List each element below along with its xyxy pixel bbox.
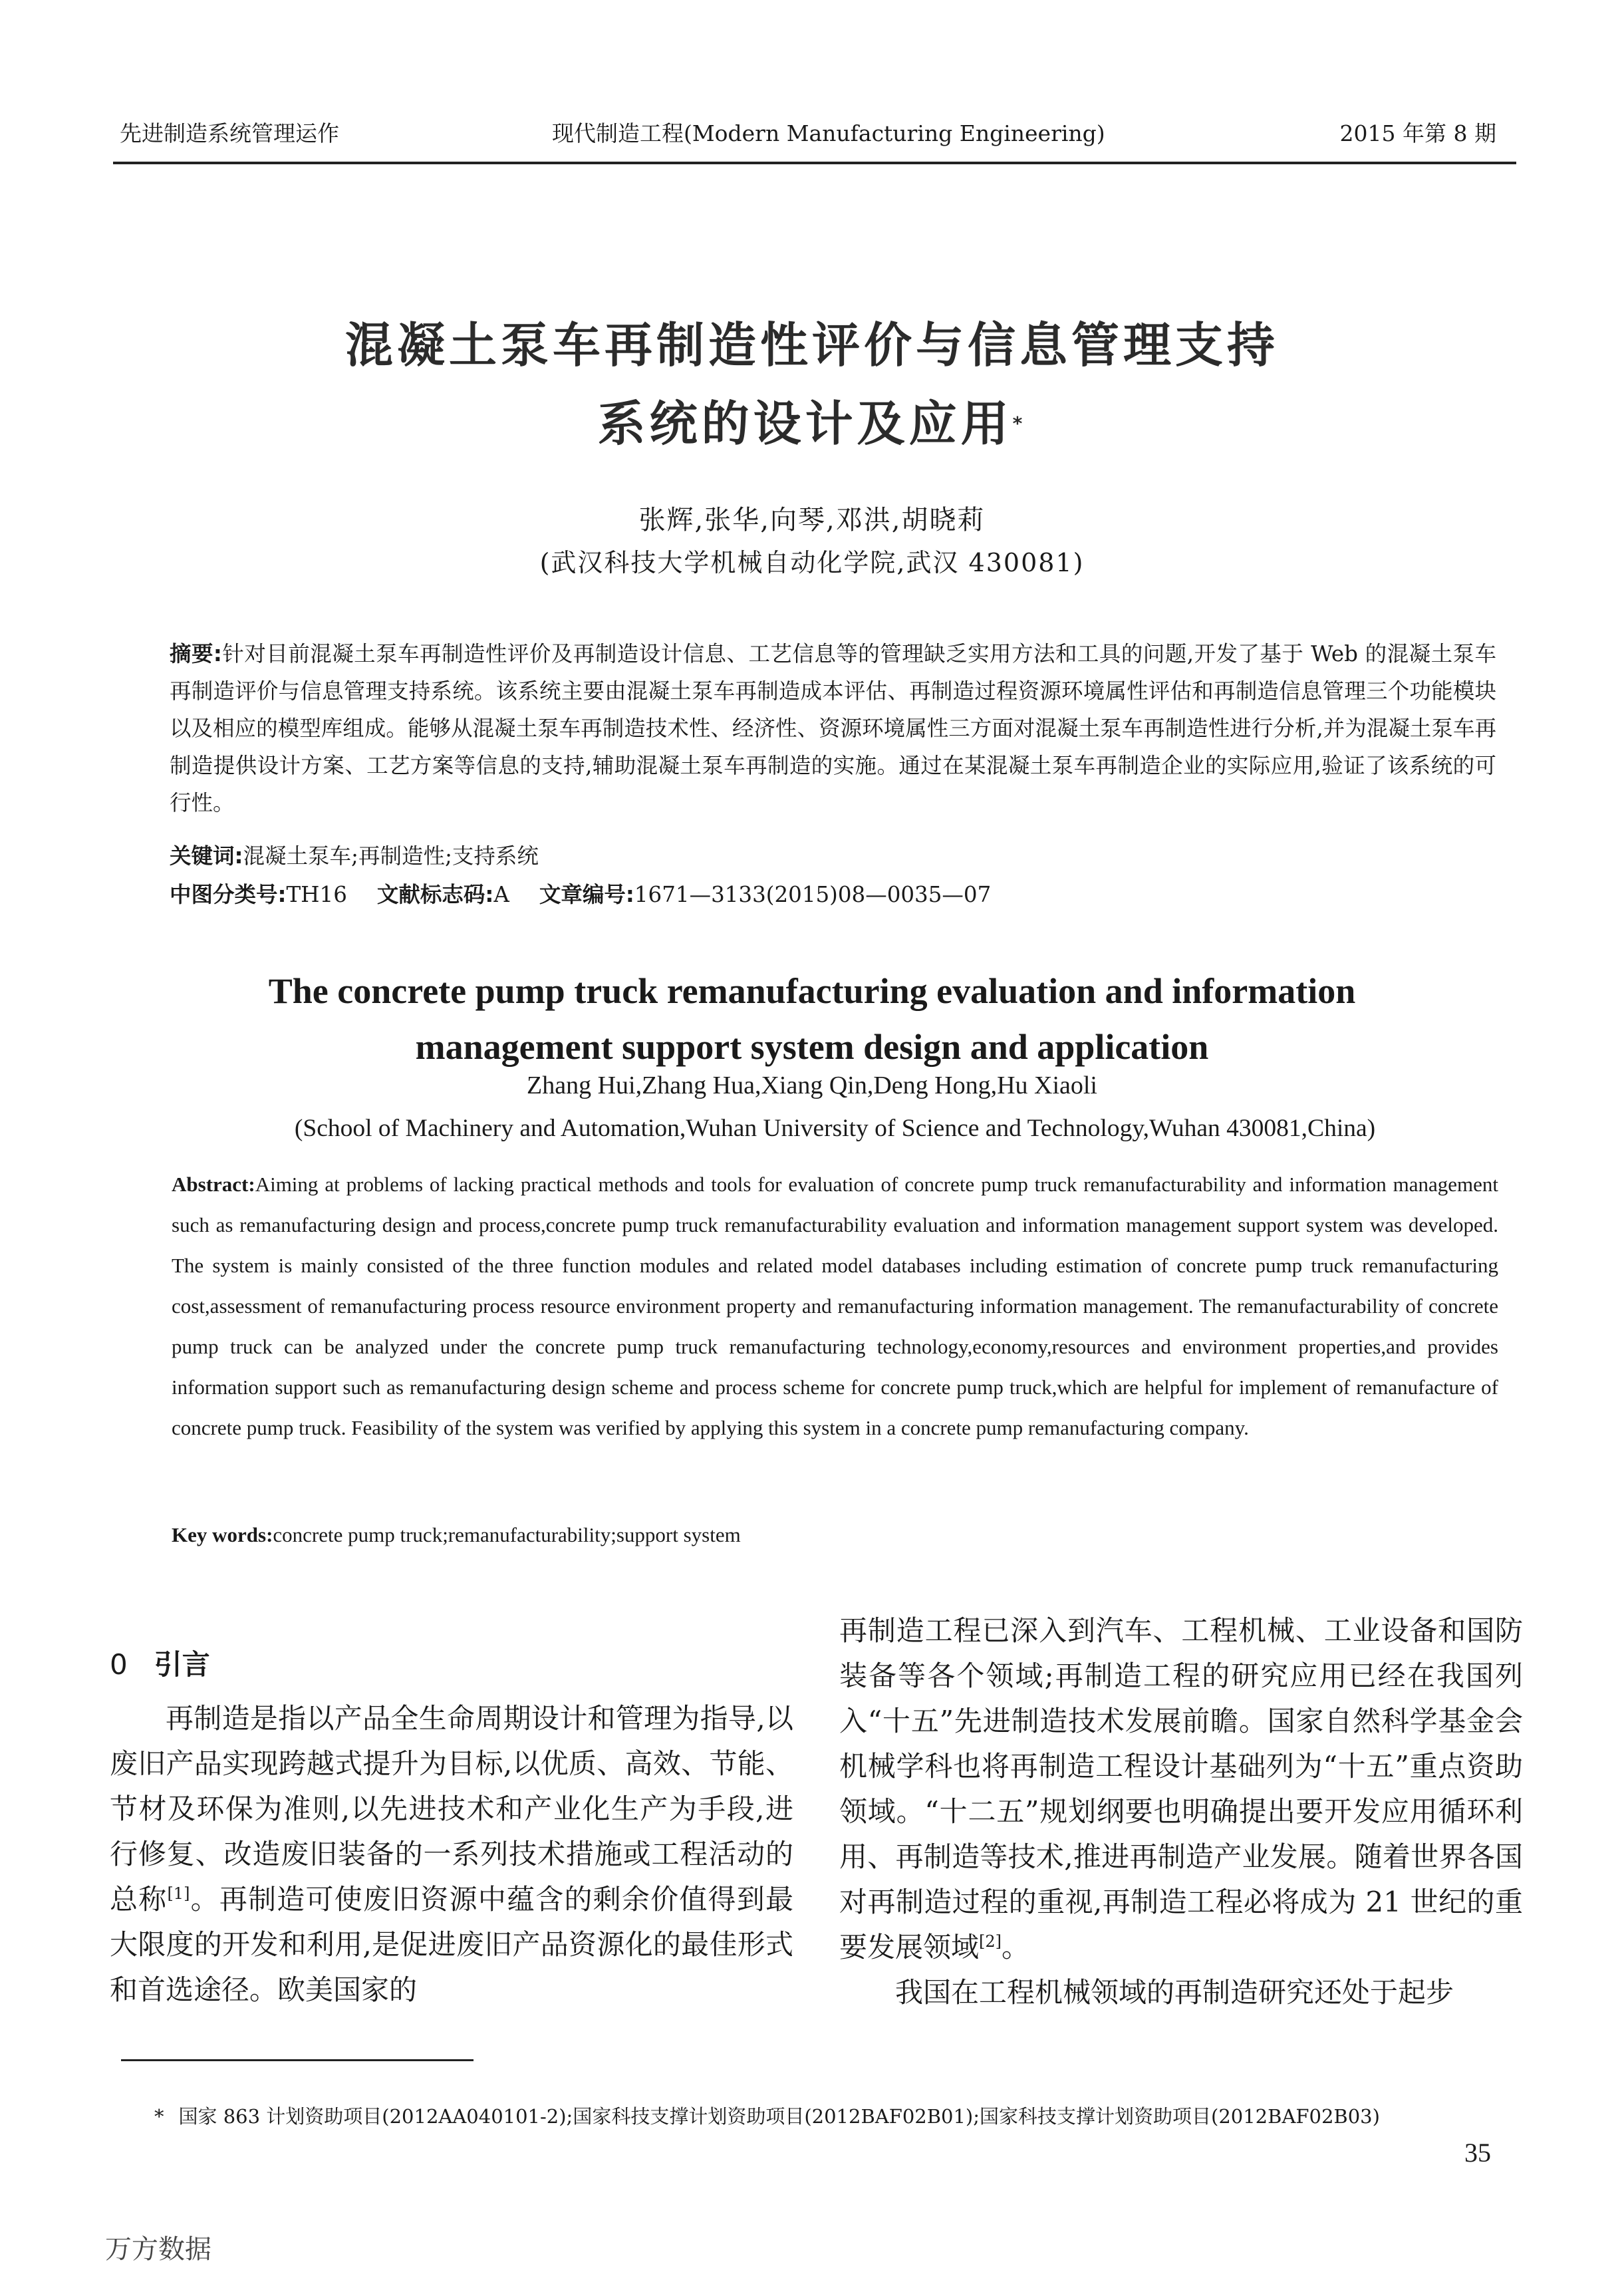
abstract-chinese-label: 摘要: <box>170 641 222 666</box>
page-number: 35 <box>1464 2138 1491 2168</box>
abstract-chinese-text: 针对目前混凝土泵车再制造性评价及再制造设计信息、工艺信息等的管理缺乏实用方法和工具的问题,开发了基于 Web 的混凝土泵车再制造评价与信息管理支持系统。该系统主要由混凝土泵车再制造成本评估、再制造过程资源环境属性评估和再制造信息管理三个功能模块以及相应的模型库组成。能够从混凝土泵车再制造技术性、经济性、资源环境属性三方面对混凝土泵车再制造性进行分析,并为混凝土泵车再制造提供设计方案、工艺方案等信息的支持,辅助混凝土泵车再制造的实施。通过在某混凝土泵车再制造企业的实际应用,验证了该系统的可行性。 <box>170 641 1496 815</box>
abstract-chinese <box>170 635 1496 821</box>
article-number-value: 1671—3133(2015)08—0035—07 <box>634 882 992 907</box>
watermark: 万方数据 <box>105 2234 211 2265</box>
keywords-chinese-label: 关键词: <box>170 843 243 869</box>
body-column-left <box>110 1696 793 2013</box>
body-text: 再制造是指以产品全生命周期设计和管理为指导,以废旧产品实现跨越式提升为目标,以优质、高效、节能、节材及环保为准则,以先进技术和产业化生产为手段,进行修复、改造废旧装备的一系列技术措施或工程活动的总称 <box>110 1702 793 1916</box>
title-chinese-line-2 <box>0 384 1624 463</box>
footnote-rule <box>121 2059 474 2061</box>
doc-code-label: 文献标志码: <box>376 882 494 907</box>
body-column-right <box>839 1608 1523 2015</box>
keywords-english <box>172 1523 1498 1547</box>
header-issue: 2015 年第 8 期 <box>1339 120 1496 146</box>
abstract-english-text: Aiming at problems of lacking practical methods and tools for evaluation of concrete pump truck remanufacturability and information management such as remanufacturing design and process,concrete pump truck remanufacturability evaluation and information management support system was developed. The system is mainly consisted of the three function modules and related model databases including estimation of concrete pump truck remanufacturing cost,assessment of remanufacturing process resource environment property and remanufacturing information management. The remanufacturability of concrete pump truck can be analyzed under the concrete pump truck remanufacturing technology,economy,resources and environment properties,and provides information support such as remanufacturing design scheme and process scheme for concrete pump truck,which are helpful for implement of remanufacture of concrete pump truck. Feasibility of the system was verified by applying this system in a concrete pump remanufacturing company. <box>172 1173 1498 1439</box>
title-chinese-line-1: 混凝土泵车再制造性评价与信息管理支持 <box>344 317 1279 373</box>
keywords-english-label: Key words: <box>172 1523 273 1546</box>
title-english-line-2: management support system design and application <box>415 1027 1209 1067</box>
classification-line <box>170 878 1496 909</box>
funding-footnote <box>154 2102 1551 2129</box>
authors-chinese: 张辉,张华,向琴,邓洪,胡晓莉 <box>638 505 986 535</box>
title-chinese-line-2-text: 系统的设计及应用 <box>597 396 1013 452</box>
title-chinese <box>0 306 1624 463</box>
body-text: 再制造工程已深入到汽车、工程机械、工业设备和国防装备等各个领域;再制造工程的研究应用已经在我国列入“十五”先进制造技术发展前瞻。国家自然科学基金会机械学科也将再制造工程设计基础列为“十五”重点资助领域。“十二五”规划纲要也明确提出要开发应用循环利用、再制造等技术,推进再制造产业发展。随着世界各国对再制造过程的重视,再制造工程必将成为 21 世纪的重要发展领域 <box>839 1614 1523 1963</box>
body-text: 。 <box>1002 1931 1030 1963</box>
clc-label: 中图分类号: <box>170 882 287 907</box>
keywords-chinese-text: 混凝土泵车;再制造性;支持系统 <box>243 843 539 869</box>
abstract-english-label: Abstract: <box>172 1173 255 1196</box>
body-paragraph: 我国在工程机械领域的再制造研究还处于起步 <box>895 1976 1454 2009</box>
header-rule <box>113 162 1516 164</box>
authors-english: Zhang Hui,Zhang Hua,Xiang Qin,Deng Hong,Hu Xiaoli <box>526 1072 1097 1099</box>
article-number-label: 文章编号: <box>539 882 634 907</box>
body-paragraph <box>110 1696 793 2013</box>
section-heading-introduction <box>110 1643 210 1683</box>
title-english <box>0 963 1624 1075</box>
body-text: 。再制造可使废旧资源中蕴含的剩余价值得到最大限度的开发和利用,是促进废旧产品资源化的最佳形式和首选途径。欧美国家的 <box>110 1883 793 2006</box>
citation-1[interactable]: [1] <box>167 1884 190 1903</box>
affiliation-chinese: (武汉科技大学机械自动化学院,武汉 430081) <box>539 548 1085 577</box>
funding-footnote-mark: * <box>1012 412 1027 434</box>
footnote-mark: * <box>154 2105 164 2128</box>
doc-code-value: A <box>493 882 509 907</box>
header-section-name: 先进制造系统管理运作 <box>120 120 339 146</box>
clc-value: TH16 <box>286 882 347 907</box>
keywords-chinese <box>170 839 1496 870</box>
citation-2[interactable]: [2] <box>979 1932 1002 1951</box>
keywords-english-text: concrete pump truck;remanufacturability;support system <box>273 1523 741 1546</box>
affiliation-english: (School of Machinery and Automation,Wuhan University of Science and Technology,Wuhan 430081,China) <box>294 1115 1376 1142</box>
section-title: 引言 <box>154 1648 210 1681</box>
footnote-text: 国家 863 计划资助项目(2012AA040101-2);国家科技支撑计划资助项目(2012BAF02B01);国家科技支撑计划资助项目(2012BAF02B03) <box>178 2105 1380 2128</box>
abstract-english <box>172 1164 1498 1448</box>
section-number: 0 <box>110 1648 128 1681</box>
body-paragraph <box>839 1608 1523 1970</box>
title-english-line-1: The concrete pump truck remanufacturing evaluation and information <box>268 971 1356 1011</box>
running-header <box>113 116 1516 156</box>
header-journal-name: 现代制造工程(Modern Manufacturing Engineering) <box>552 120 1105 146</box>
